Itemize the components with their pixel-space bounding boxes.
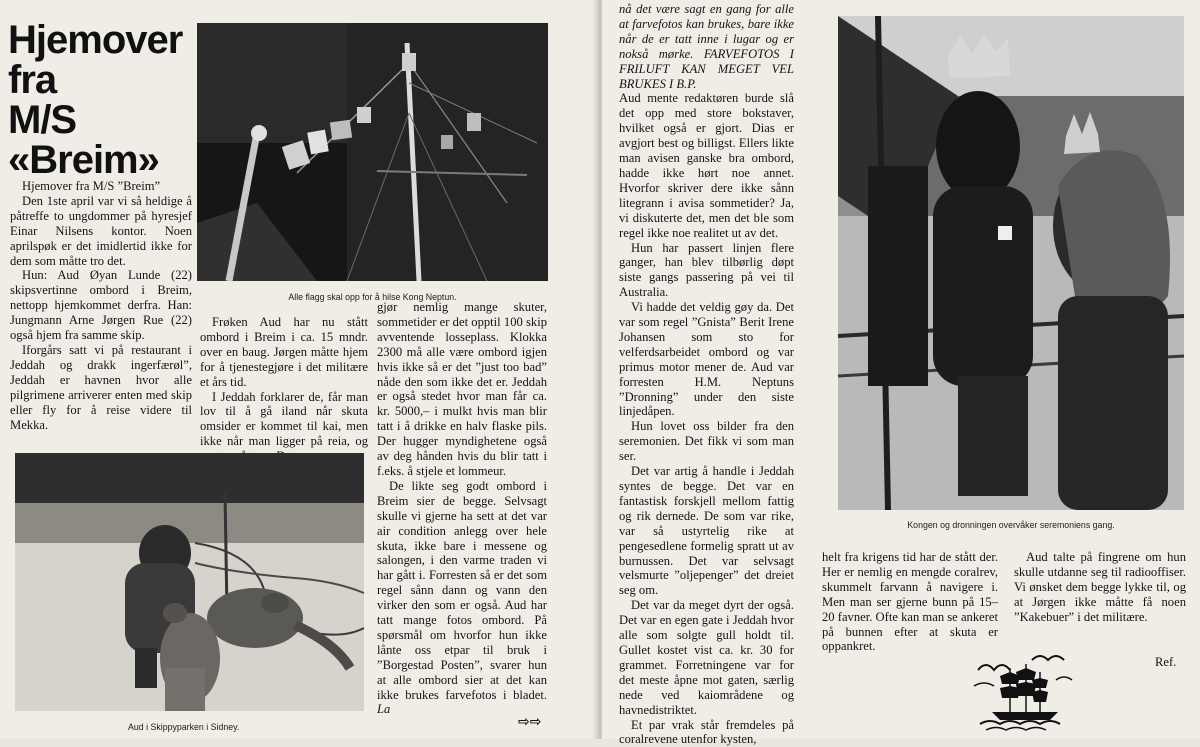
author-signature: Ref. — [1155, 655, 1176, 670]
mast-caption: Alle flagg skal opp for å hilse Kong Neptun. — [197, 292, 548, 302]
column-c — [377, 300, 547, 717]
article-paragraph: Hun lovet oss bilder fra den seremonien. Det fikk vi som man ser. — [619, 419, 794, 464]
intro-column — [10, 179, 192, 432]
column-d — [619, 2, 794, 747]
mast-photo-graphic — [197, 23, 548, 281]
article-paragraph: helt fra krigens tid har de stått der. Her er nemlig en mengde coralrev, skummelt farvann å navigere i. Men man ser gjerne bunn på 15–20 favner. Ofte kan man se ankeret på bunnen efter at skuta er oppankret. — [822, 550, 998, 654]
left-page — [0, 0, 598, 739]
article-paragraph: Det var da meget dyrt der også. Det var en egen gate i Jeddah hvor alle som solgte gull holdt til. Gullet kostet vist ca. kr. 30 for grammet. Forretningene var for det meste åpne mot gaten, særlig nede ved kaiområdene og havnedistriktet. — [619, 598, 794, 717]
article-paragraph-italic: nå det være sagt en gang for alle at farvefotos kan brukes, bare ikke når de er tatt inne i lugar og er nokså mørke. FARVEFOTOS I FRILUFT KAN MEGET VEL BRUKES I B.P. — [619, 2, 794, 91]
headline-line: M/S — [8, 100, 194, 140]
article-paragraph: Den 1ste april var vi så heldige å påtreffe to ungdommer på hyresjef Einar Nilsens kontor. Noen aprilspøk er det imidlertid ikke for dem som måtte tro det. — [10, 194, 192, 269]
ship-icon — [970, 650, 1082, 732]
article-paragraph: Det var artig å handle i Jeddah syntes de begge. Det var en fantastisk forskjell mellom fattig og rik dernede. De som var rike, var så ustyrtelig rike at pengesedlene formelig spratt ut av burnussen. Det var selvsagt velsmurte ”oljepenger” det dreiet seg om. — [619, 464, 794, 598]
right-page — [602, 0, 1200, 739]
article-paragraph: Aud talte på fingrene om hun skulle utdanne seg til radiooffiser. Vi ønsket dem begge lykke til, og at Jørgen ikke måtte få noen ”Kakebuer” i det militære. — [1014, 550, 1186, 625]
sailing-ship-illustration — [970, 650, 1082, 732]
article-paragraph — [377, 479, 547, 718]
article-paragraph-text: De likte seg godt ombord i Breim sier de begge. Selvsagt skulle vi gjerne ha sett at det var air condition anlegg over hele skuta, ikke bare i messene og salongen, i den varme traden vi har gått i. Forresten så er det som regel sånn dann og vann den virker den som er også. Aud har tatt mange fotos ombord. På spørsmål om hvorfor hun ikke lånte oss etpar til bruk i ”Borgestad Posten”, svarer hun at alle ombord sier at det kan ikke brukes farvefotos i bladet. — [377, 479, 547, 702]
royals-photo-graphic — [838, 16, 1184, 510]
royals-caption: Kongen og dronningen overvåker seremoniens gang. — [838, 520, 1184, 530]
article-paragraph: Aud mente redaktøren burde slå det opp med store bokstaver, hvilket også er gjort. Dias er avgjort best og billigst. Ellers likte man avisen ganske bra ombord, hadde ikke hørt noe annet. Hvorfor skriver dere ikke sånn litegrann i avisa sommetider? Ja, vi diskuterte det, men det ble som regel ikke noe realitet ut av det. — [619, 91, 794, 240]
kangaroo-photo — [15, 453, 364, 711]
headline-line: fra — [8, 60, 194, 100]
article-paragraph: Hun: Aud Øyan Lunde (22) skipsvertinne ombord i Breim, nettopp hjemkommet derfra. Han: Jungmann Arne Jørgen Rue (22) også hjem fra samme skip. — [10, 268, 192, 343]
kangaroo-caption: Aud i Skippyparken i Sidney. — [15, 722, 364, 732]
royals-photo — [838, 16, 1184, 510]
article-paragraph: I Jeddah forklarer de, får man lov til å gå iland når skuta omsider er kommet til kai, men ikke når man ligger på reia, og — [200, 390, 368, 465]
article-paragraph: Frøken Aud har nu stått ombord i Breim i ca. 15 mndr. over en baug. Jørgen måtte hjem for å tjenestegjøre i det militære et års tid. — [200, 315, 368, 390]
column-f — [1014, 550, 1186, 625]
article-paragraph: Hun har passert linjen flere ganger, han blev tilbørlig døpt siste gangs passering på vei til Australia. — [619, 241, 794, 301]
continue-arrows: ⇨⇨ — [518, 714, 541, 730]
headline-line: «Breim» — [8, 140, 194, 180]
article-paragraph: Iforgårs satt vi på restaurant i Jeddah og drakk ingerfærøl”, Jeddah er havnen hvor alle pilgrimene arriverer enten med skip eller fly for å reise videre til Mekka. — [10, 343, 192, 432]
continued-word: La — [377, 702, 390, 716]
article-paragraph: Vi hadde det veldig gøy da. Det var som regel ”Gnista” Berit Irene Johansen som sto for velferdsarbeidet ombord og var primus motor mener de. Aud var forresten H.M. Neptuns ”Dronning” under den siste linjedåpen. — [619, 300, 794, 419]
column-b — [200, 315, 368, 464]
article-headline — [8, 20, 194, 180]
column-e — [822, 550, 998, 654]
headline-line: Hjemover — [8, 20, 194, 60]
article-paragraph: Hjemover fra M/S ”Breim” — [10, 179, 192, 194]
kangaroo-photo-graphic — [15, 453, 364, 711]
article-paragraph: gjør nemlig mange skuter, sommetider er det opptil 100 skip avventende losseplass. Klokka 2300 må alle være ombord igjen hvis ikke så er det ”just too bad” nåde den som ikke det er. Jeddah er også stedet hvor man får ca. kr. 5000,– i mulkt hvis man blir tatt i å drikke en halv flaske pils. Der hugger myndighetene også av deg hånden hvis du blir tatt i f.eks. å stjele et lommeur. — [377, 300, 547, 479]
mast-photo — [197, 23, 548, 281]
article-paragraph: Et par vrak står fremdeles på coralrevene utenfor kysten, — [619, 718, 794, 747]
